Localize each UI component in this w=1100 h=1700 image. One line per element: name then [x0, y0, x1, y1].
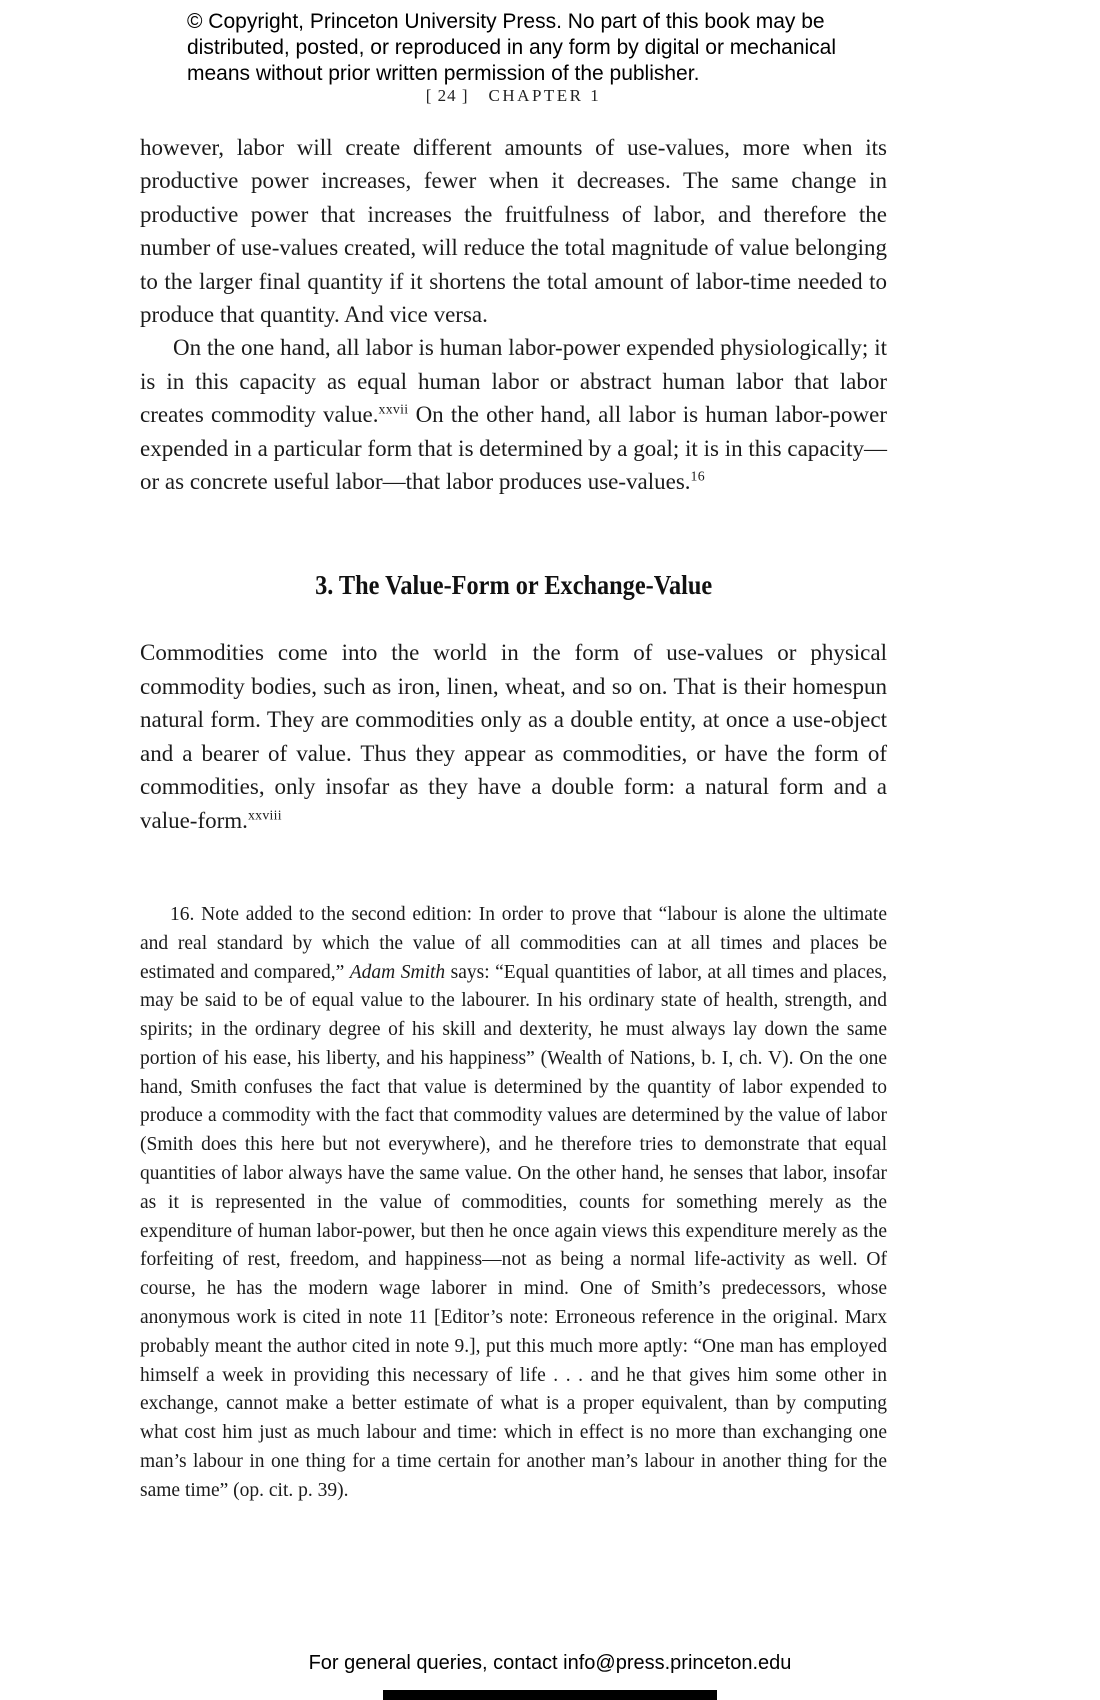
bottom-black-bar — [383, 1690, 717, 1700]
paragraph-text: however, labor will create different amounts of use-values, more when its productive power increases, fewer when it decreases. The same change in productive power that increases the fruitfulness of labor, and therefore the number of use-values created, will reduce the total magnitude of value belonging to the larger final quantity if it shortens the total amount of labor-time needed to produce that quantity. And vice versa. — [140, 135, 887, 328]
footnote-16 — [140, 901, 887, 1506]
copyright-line: distributed, posted, or reproduced in any form by digital or mechanical — [187, 36, 837, 59]
footer-contact-line: For general queries, contact info@press.princeton.edu — [308, 1652, 792, 1674]
footnote-italic-name: Adam Smith — [349, 961, 446, 983]
copyright-notice — [187, 9, 867, 87]
endnote-reference: xxviii — [247, 806, 282, 822]
copyright-line: means without prior written permission of the publisher. — [187, 62, 700, 85]
section-heading — [140, 568, 887, 602]
running-head — [140, 86, 887, 106]
paragraph-text: Commodities come into the world in the form of use-values or physical commodity bodies, such as iron, linen, wheat, and so on. That is their homespun natural form. They are commodities only as a double entity, at once a use-object and a bearer of value. Thus they appear as commodities, or have the form of commodities, only insofar as they have a double form: a natural form and a value-form. — [140, 640, 887, 833]
copyright-line: © Copyright, Princeton University Press. No part of this book may be — [187, 10, 825, 33]
paragraph — [140, 331, 887, 498]
paragraph — [140, 131, 887, 331]
endnote-reference: xxvii — [378, 401, 409, 417]
paragraph-text: On the other hand, all labor is human labor-power expended in a particular form that is determined by a goal; it is in this capacity—or as concrete useful labor—that labor produces use-values. — [140, 402, 887, 495]
body-text-column — [140, 131, 887, 1506]
page-number: [ 24 ] — [425, 86, 469, 105]
footnote-text: says: “Equal quantities of labor, at all times and places, may be said to be of equal value to the labourer. In his ordinary state of health, strength, and spirits; in the ordinary degree of his skill and dexterity, he must always lay down the same portion of his ease, his liberty, and his happiness” (Wealth of Nations, b. I, ch. V). On the one hand, Smith confuses the fact that value is determined by the quantity of labor expended to produce a commodity with the fact that commodity values are determined by the value of labor (Smith does this here but not everywhere), and he therefore tries to demonstrate that equal quantities of labor always have the same value. On the other hand, he senses that labor, insofar as it is represented in the value of commodities, counts for something merely as the expenditure of human labor-power, but then he once again views this expenditure merely as the forfeiting of rest, freedom, and happiness—not as being a normal life-activity as well. Of course, he has the modern wage laborer in mind. One of Smith’s predecessors, whose anonymous work is cited in note 11 [Editor’s note: Erroneous reference in the original. Marx probably meant the author cited in note 9.], put this much more aptly: “One man has employed himself a week in providing this necessary of life . . . and he that gives him some other in exchange, cannot make a better estimate of what is a proper equivalent, than by computing what cost him just as much labour and time: which in effect is no more than exchanging one man’s labour in one thing for a time certain for another man’s labour in another thing for the same time” (op. cit. p. 39). — [140, 961, 887, 1501]
footnote-text: 16. Note added to the second edition: In order to prove that “labour is alone the ultimate and real standard by which the value of all commodities can at all times and places be estimated and compared,” — [140, 903, 887, 983]
footnote-reference: 16 — [690, 468, 705, 484]
paragraph-text: On the one hand, all labor is human labor-power expended physiologically; it is in this capacity as equal human labor or abstract human labor that labor creates commodity value. — [140, 335, 887, 428]
section-heading-text: 3. The Value-Form or Exchange-Value — [314, 570, 713, 601]
chapter-label: CHAPTER 1 — [488, 86, 602, 105]
paragraph — [140, 636, 887, 836]
